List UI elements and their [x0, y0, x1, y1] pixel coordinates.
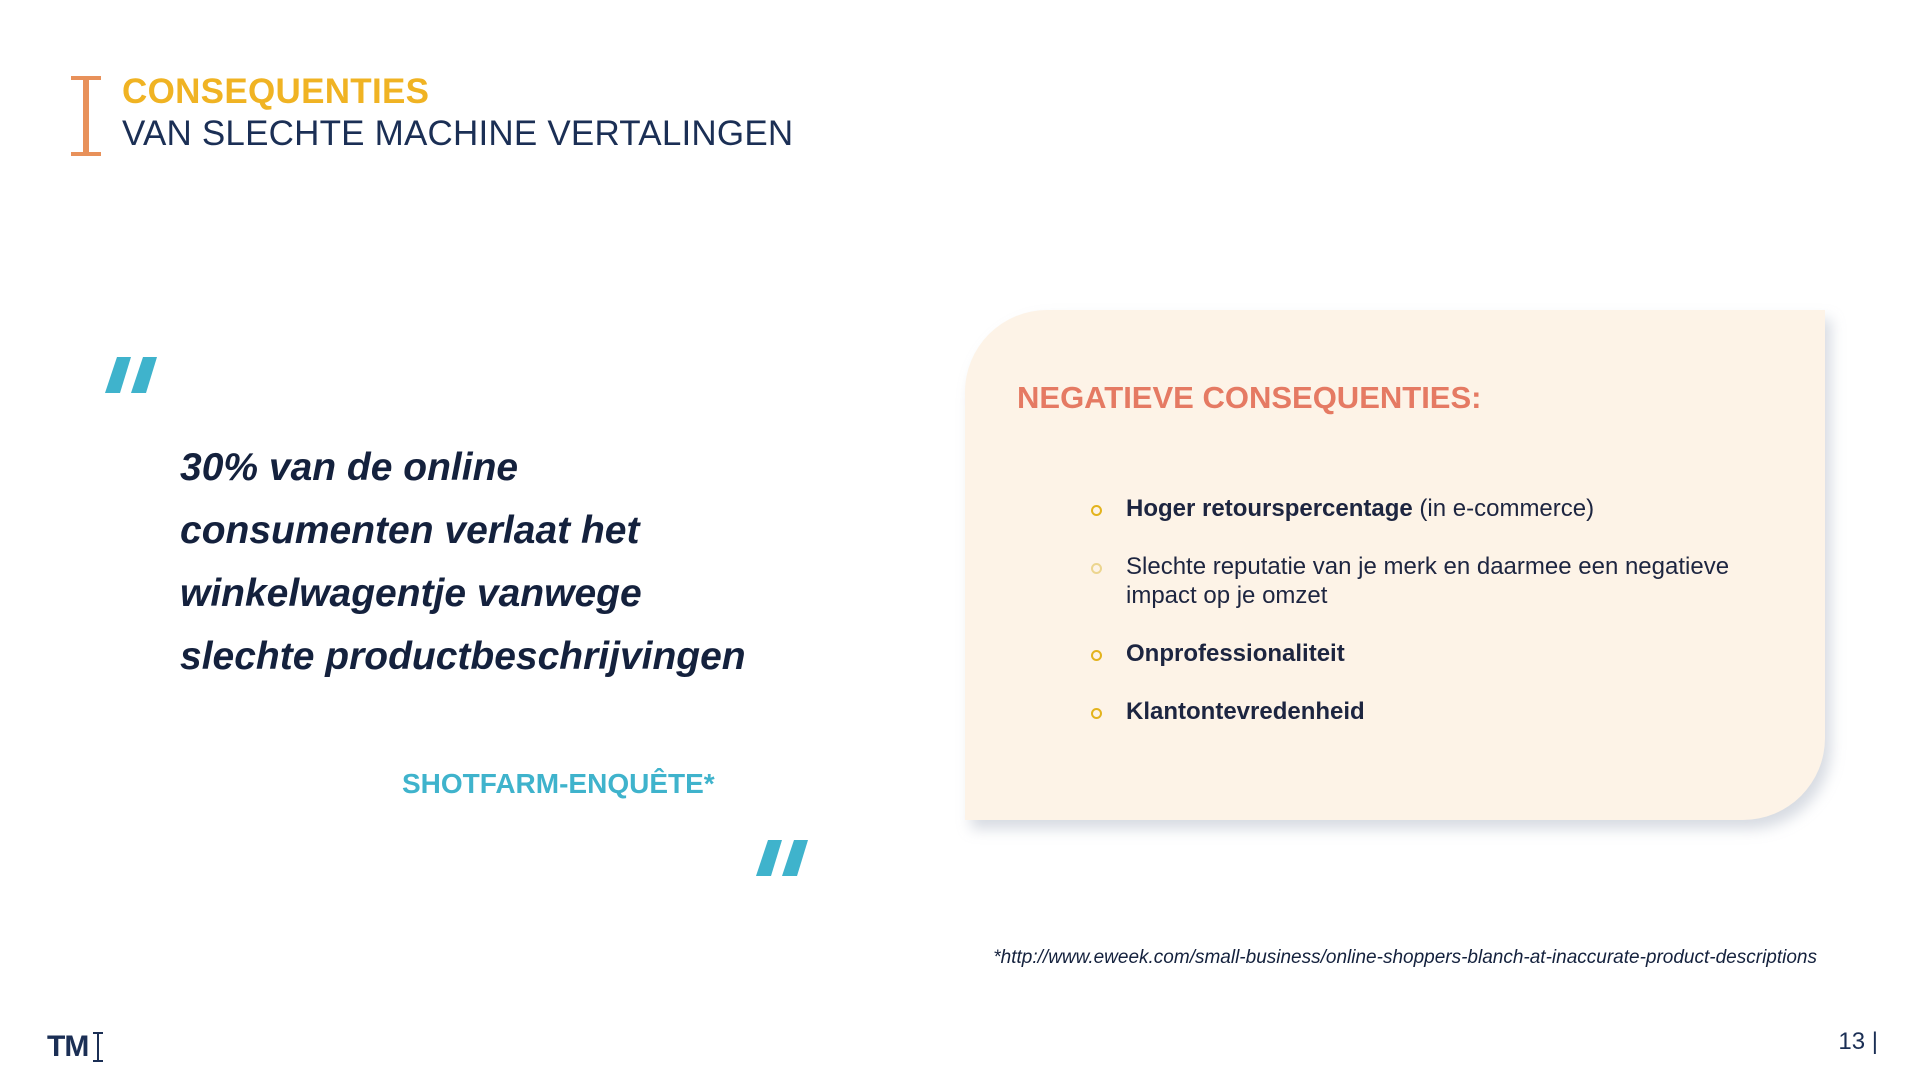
company-logo [47, 1030, 88, 1064]
source-footnote: *http://www.eweek.com/small-business/online-shoppers-blanch-at-inaccurate-product-descriptions [993, 947, 1817, 968]
title-line-2: VAN SLECHTE MACHINE VERTALINGEN [122, 114, 794, 153]
list-item [1090, 697, 1790, 726]
circle-bullet-icon [1091, 563, 1102, 574]
consequences-list [1090, 494, 1790, 755]
list-item [1090, 494, 1790, 523]
list-item [1090, 552, 1790, 610]
bullet-bold-text: Hoger retourspercentage [1126, 495, 1413, 522]
title-line-1: CONSEQUENTIES [122, 72, 430, 111]
i-beam-icon [70, 76, 104, 156]
i-beam-icon [93, 1032, 103, 1062]
quote-line: consumenten verlaat het [180, 509, 640, 552]
circle-bullet-icon [1091, 708, 1102, 719]
bullet-bold-text: Onprofessionaliteit [1126, 640, 1345, 667]
quote-source: SHOTFARM-ENQUÊTE* [402, 768, 715, 799]
close-quote-icon [756, 840, 812, 876]
circle-bullet-icon [1091, 505, 1102, 516]
quote-line: 30% van de online [180, 446, 519, 489]
circle-bullet-icon [1091, 650, 1102, 661]
quote-text [180, 436, 780, 688]
page-number: 13 | [1838, 1028, 1878, 1055]
card-title: NEGATIEVE CONSEQUENTIES: [1017, 380, 1482, 415]
quote-line: slechte productbeschrijvingen [180, 635, 746, 678]
logo-text: TM [47, 1030, 89, 1063]
bullet-bold-text: Klantontevredenheid [1126, 698, 1365, 725]
quote-line: winkelwagentje vanwege [180, 572, 642, 615]
consequences-card [965, 310, 1825, 820]
bullet-text: (in e-commerce) [1412, 495, 1595, 522]
list-item [1090, 639, 1790, 668]
bullet-text: Slechte reputatie van je merk en daarmee een negatieve impact op je omzet [1126, 553, 1730, 609]
open-quote-icon [105, 357, 161, 393]
